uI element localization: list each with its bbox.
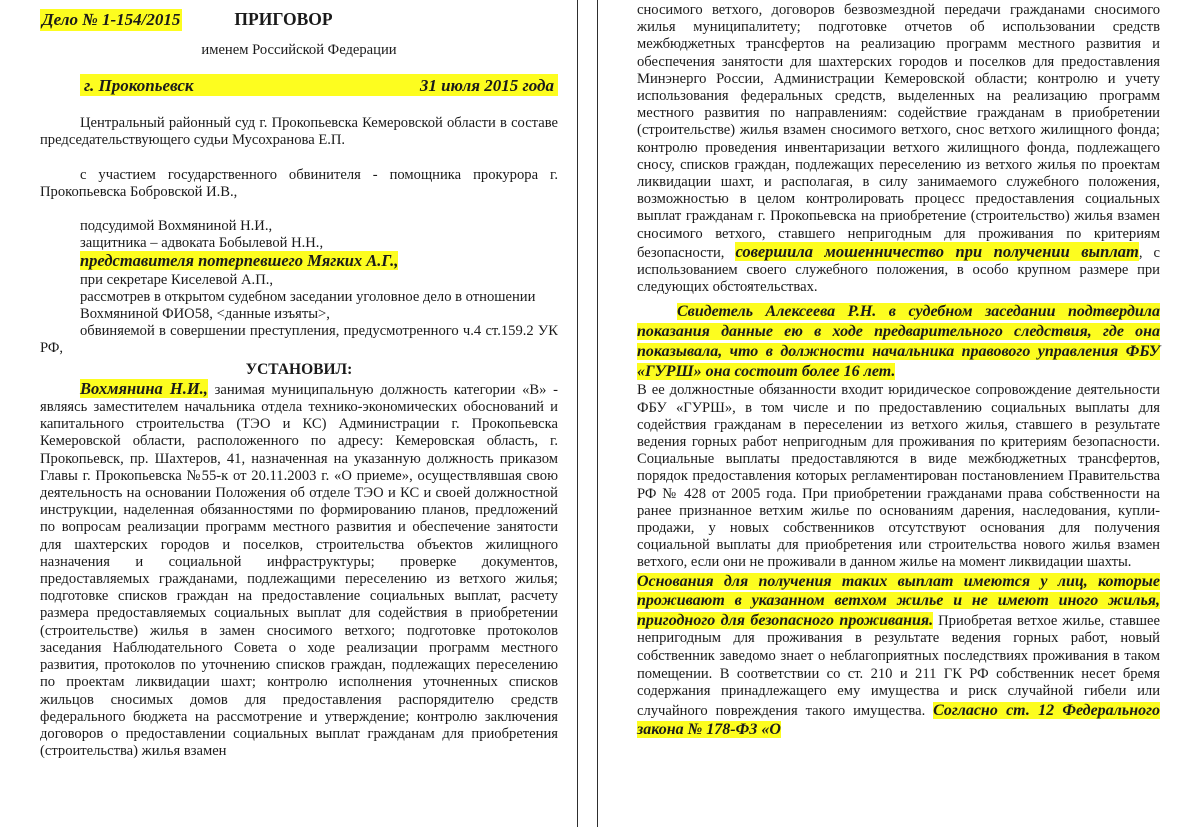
duties-paragraph: В ее должностные обязанности входит юридическое сопровождение деятельности ФБУ «ГУРШ», в том числе и по предоставлению социальных выплаты для содействия гражданам в переселении из ветхого жилья, ставшего в результате ведения горных работ непригодным для проживания по критериям безопасности. Социальные выплаты предоставляются в виде межбюджетных трансфертов, порядок предоставления которых регламентирован постановлением Правительства РФ № 428 от 2005 года. При приобретении гражданами права собственности на ранее признанное ветхим жилье по основаниям дарения, наследования, купли-продажи, у новых собственников отсутствуют основания для получения социальной выплаты для приобретения или строительства нового жилья взамен ветхого, если они не проживали в данном жилье на момент ликвидации шахты. — [637, 382, 1160, 571]
in-name-of-line: именем Российской Федерации — [201, 42, 397, 58]
witness-highlight: Свидетель Алексеева Р.Н. в судебном заседании подтвердила показания данные ею в ходе предварительного следствия, где она показывала, что в должности начальника правового управления ФБУ «ГУРШ» она состоит более 16 лет. — [637, 303, 1160, 381]
accused-paragraph: обвиняемой в совершении преступления, предусмотренного ч.4 ст.159.2 УК РФ, — [40, 323, 558, 357]
continued-text: сносимого ветхого, договоров безвозмездной передачи гражданами сносимого жилья муниципалитету; подготовке отчетов об использовании средств межбюджетных трансфертов на реализацию программ местного развития и обеспечения занятости для шахтерских городов и поселков для предоставления Минэнерго России, Администрации Кемеровской области; контролю и учету использования федеральных средств, выделенных на реализацию программ местного развития по направлениям: содействие гражданам в приобретении (строительстве) жилья взамен сносимого ветхого, снос ветхого жилищного фонда; контролю проведения инвентаризации ветхого жилищного фонда, подлежащего сносу, списков граждан, подлежащих переселению из ветхого жилья по проектам ликвидации шахт, и располагая, в силу занимаемого служебного положения, возможностью в целом контролировать процесс предоставления социальных выплат гражданам г. Прокопьевска на приобретение (строительство) жилья взамен сносимого ветхого, ставшего непригодным для проживания по критериям безопасности, — [637, 2, 1160, 261]
prosecutor-paragraph: с участием государственного обвинителя - помощника прокурора г. Прокопьевска Бобровской И.В., — [40, 166, 558, 200]
continued-paragraph — [637, 2, 1160, 296]
document-page-left — [0, 0, 566, 827]
verdict-title: ПРИГОВОР — [234, 9, 333, 29]
fraud-tail-text: , с использованием своего служебного положения, в особо крупном размере при следующих обстоятельствах. — [637, 244, 1161, 296]
court-paragraph: Центральный районный суд г. Прокопьевска Кемеровской области в составе председательствующего судьи Мусохранова Е.П. — [40, 115, 558, 149]
defendant-full-line: Вохмяниной ФИО58, <данные изъяты>, — [80, 306, 330, 323]
verdict-date: 31 июля 2015 года — [419, 76, 554, 96]
document-page-right — [597, 0, 1182, 827]
page-divider-left — [577, 0, 578, 827]
witness-paragraph — [637, 302, 1160, 382]
defendant-name-highlight: Вохмянина Н.И., — [80, 378, 208, 398]
defender-line: защитника – адвоката Бобылевой Н.Н., — [80, 235, 324, 252]
main-paragraph — [40, 380, 558, 760]
law-highlight: Согласно ст. 12 Федерального закона № 178-ФЗ «О — [637, 701, 1160, 739]
city-date-row — [80, 74, 558, 96]
city: г. Прокопьевск — [84, 76, 194, 96]
case-number: Дело № 1-154/2015 — [42, 10, 181, 29]
acquiring-text: Приобретая ветхое жилье, ставшее непригодным для проживания в результате ведения горных работ, новый собственник заведомо знает о неблагоприятных последствиях проживания в таком помещении. В соответствии со ст. 210 и 211 ГК РФ собственник несет бремя содержания принадлежащего ему имущества и риск случайной гибели или случайного повреждения такого имущества. — [637, 612, 1161, 719]
considered-paragraph: рассмотрев в открытом судебном заседании уголовное дело в отношении — [80, 288, 536, 305]
main-paragraph-text: занимая муниципальную должность категории «В» - являясь заместителем начальника отдела технико-экономических обоснований и капитального строительства (ТЭО и КС) Администрации г. Прокопьевска Кемеровской области, расположенного по адресу: Кемеровская область, г. Прокопьевск, пр. Шахтеров, 41, назначенная на указанную должность приказом Главы г. Прокопьевска №55-к от 20.11.2003 г. «О приеме», осуществлявшая свою деятельность на основании Положения об отделе ТЭО и КС и своей должностной инструкции, наделенная обязанностями по формированию планов, предложений по вопросам реализации программ местного развития и обеспечение занятости для шахтерских городов и поселков, строительства объектов жилищного назначения и социальной инфраструктуры; проверке документов, предоставляемых гражданами, подлежащими переселению из ветхого жилья; подготовке списков граждан на предоставление социальных выплат, расчету размера предоставляемых социальных выплат для содействия в приобретении (строительстве) жилья в замен сносимого ветхого; подготовке протоколов заседания Наблюдательного Совета о ходе реализации программ местного развития, протоколов по уточнению списков граждан, подлежащих переселению по проектам ликвидации шахт; контролю исполнения уточненных списков жильцов сносимых домов для предоставления распорядителю средств федерального бюджета на рассмотрение и утверждение; контролю заключения договоров о предоставлении социальных выплат гражданам для приобретения (строительства) жилья взамен — [40, 381, 558, 760]
fraud-highlight: совершила мошенничество при получении выплат — [735, 241, 1139, 261]
heading-row — [40, 8, 558, 31]
secretary-line: при секретаре Киселевой А.П., — [80, 271, 274, 288]
defendant-line: подсудимой Вохмяниной Н.И., — [80, 218, 273, 235]
victim-rep-line — [40, 252, 558, 271]
grounds-paragraph — [637, 572, 1160, 740]
established-heading: УСТАНОВИЛ: — [245, 360, 353, 378]
grounds-highlight: Основания для получения таких выплат имеются у лиц, которые проживают в указанном ветхом жилье и не имеют иного жилья, пригодного для безопасного проживания. — [637, 572, 1160, 629]
victim-rep-highlight: представителя потерпевшего Мягких А.Г., — [80, 251, 399, 271]
